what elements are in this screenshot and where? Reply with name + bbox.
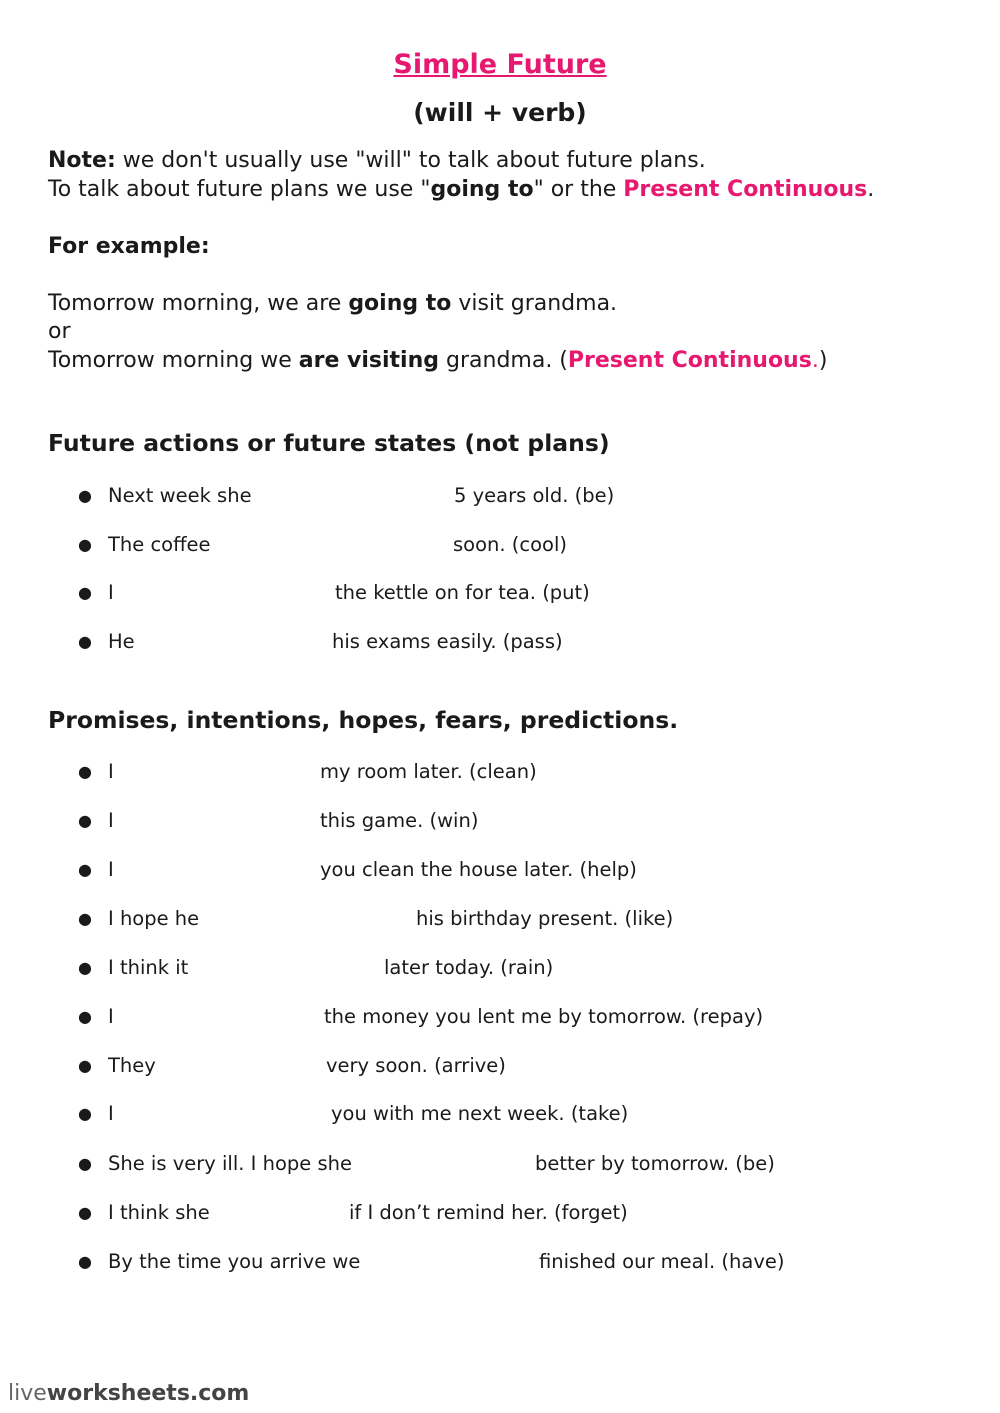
exercise-item bbox=[0, 1198, 1000, 1228]
item-continuation: the money you lent me by tomorrow. (repay) bbox=[324, 1005, 764, 1028]
exercise-item bbox=[0, 530, 1000, 560]
exercise-item bbox=[0, 904, 1000, 934]
item-continuation: very soon. (arrive) bbox=[326, 1054, 506, 1077]
answer-field[interactable] bbox=[125, 1104, 327, 1128]
answer-field[interactable] bbox=[380, 1252, 534, 1276]
item-prompt: Next week she bbox=[108, 484, 252, 507]
item-continuation: this game. (win) bbox=[320, 809, 479, 832]
item-prompt: I think it bbox=[108, 956, 189, 979]
bullet-icon: ● bbox=[78, 909, 92, 928]
bullet-icon: ● bbox=[78, 762, 92, 781]
note-line2-bold: going to bbox=[430, 177, 534, 202]
item-prompt: I bbox=[108, 809, 114, 832]
answer-field[interactable] bbox=[125, 811, 317, 835]
note-line2-text-b: " or the bbox=[533, 177, 624, 202]
bullet-icon: ● bbox=[78, 1154, 92, 1173]
liveworksheets-logo bbox=[8, 1380, 249, 1408]
item-prompt: I bbox=[108, 1102, 114, 1125]
bullet-icon: ● bbox=[78, 860, 92, 879]
logo-text-light: live bbox=[8, 1381, 47, 1406]
item-prompt: I bbox=[108, 581, 114, 604]
answer-field[interactable] bbox=[205, 958, 381, 982]
bullet-icon: ● bbox=[78, 1056, 92, 1075]
note-line2-text-a: To talk about future plans we use " bbox=[48, 177, 431, 202]
exercise-item bbox=[0, 953, 1000, 983]
item-continuation: you clean the house later. (help) bbox=[320, 858, 637, 881]
item-continuation: you with me next week. (take) bbox=[331, 1102, 629, 1125]
page-subtitle: (will + verb) bbox=[413, 98, 587, 127]
exercise-item bbox=[0, 578, 1000, 608]
answer-field[interactable] bbox=[225, 1203, 345, 1227]
item-continuation: my room later. (clean) bbox=[320, 760, 537, 783]
example-line2-dot: . bbox=[811, 348, 819, 373]
item-continuation: the kettle on for tea. (put) bbox=[335, 581, 590, 604]
exercise-item bbox=[0, 481, 1000, 511]
item-continuation: 5 years old. (be) bbox=[454, 484, 615, 507]
answer-field[interactable] bbox=[125, 860, 317, 884]
answer-field[interactable] bbox=[224, 535, 450, 559]
item-prompt: I bbox=[108, 1005, 114, 1028]
answer-field[interactable] bbox=[125, 583, 331, 607]
item-continuation: later today. (rain) bbox=[384, 956, 554, 979]
item-continuation: his birthday present. (like) bbox=[416, 907, 674, 930]
item-prompt: I hope he bbox=[108, 907, 200, 930]
answer-field[interactable] bbox=[165, 1056, 323, 1080]
example-line2-highlight: Present Continuous bbox=[567, 348, 812, 373]
exercise-item bbox=[0, 1002, 1000, 1032]
answer-field[interactable] bbox=[125, 762, 317, 786]
item-prompt: I bbox=[108, 858, 114, 881]
bullet-icon: ● bbox=[78, 632, 92, 651]
bullet-icon: ● bbox=[78, 1007, 92, 1026]
exercise-item bbox=[0, 1149, 1000, 1179]
bullet-icon: ● bbox=[78, 958, 92, 977]
example-line-2 bbox=[48, 346, 827, 375]
answer-field[interactable] bbox=[125, 1007, 321, 1031]
note-line2-end: . bbox=[867, 177, 875, 202]
page-title: Simple Future bbox=[393, 49, 607, 80]
exercise-item bbox=[0, 806, 1000, 836]
bullet-icon: ● bbox=[78, 583, 92, 602]
bullet-icon: ● bbox=[78, 1104, 92, 1123]
item-prompt: I think she bbox=[108, 1201, 210, 1224]
example-line2-end: ) bbox=[818, 348, 828, 373]
example-line-1 bbox=[48, 289, 617, 318]
note-label: Note: bbox=[48, 148, 116, 173]
item-continuation: better by tomorrow. (be) bbox=[535, 1152, 775, 1175]
bullet-icon: ● bbox=[78, 1252, 92, 1271]
bullet-icon: ● bbox=[78, 535, 92, 554]
exercise-item bbox=[0, 1051, 1000, 1081]
item-continuation: his exams easily. (pass) bbox=[332, 630, 563, 653]
note-line-1 bbox=[48, 146, 706, 175]
bullet-icon: ● bbox=[78, 1203, 92, 1222]
item-prompt: He bbox=[108, 630, 135, 653]
example-or: or bbox=[48, 319, 71, 344]
bullet-icon: ● bbox=[78, 486, 92, 505]
example-line2-text-b: grandma. ( bbox=[439, 348, 568, 373]
example-line2-bold: are visiting bbox=[298, 348, 440, 373]
example-label-text: For example: bbox=[48, 234, 210, 259]
exercise-item bbox=[0, 855, 1000, 885]
note-text: we don't usually use "will" to talk about future plans. bbox=[115, 148, 706, 173]
exercise-item bbox=[0, 1247, 1000, 1277]
example-line1-text-b: visit grandma. bbox=[451, 291, 618, 316]
item-prompt: By the time you arrive we bbox=[108, 1250, 361, 1273]
item-prompt: She is very ill. I hope she bbox=[108, 1152, 352, 1175]
item-continuation: finished our meal. (have) bbox=[539, 1250, 785, 1273]
note-line2-highlight: Present Continuous bbox=[623, 177, 868, 202]
item-continuation: if I don’t remind her. (forget) bbox=[349, 1201, 628, 1224]
example-line1-text-a: Tomorrow morning, we are bbox=[48, 291, 349, 316]
answer-field[interactable] bbox=[375, 1154, 531, 1178]
item-prompt: The coffee bbox=[108, 533, 211, 556]
section2-heading: Promises, intentions, hopes, fears, predictions. bbox=[48, 706, 679, 734]
example-line2-text-a: Tomorrow morning we bbox=[48, 348, 299, 373]
example-label bbox=[48, 232, 210, 261]
exercise-item bbox=[0, 757, 1000, 787]
answer-field[interactable] bbox=[215, 909, 413, 933]
item-prompt: I bbox=[108, 760, 114, 783]
exercise-item bbox=[0, 627, 1000, 657]
answer-field[interactable] bbox=[145, 632, 329, 656]
item-prompt: They bbox=[108, 1054, 156, 1077]
example-line1-bold: going to bbox=[348, 291, 452, 316]
note-line-2 bbox=[48, 175, 874, 204]
section1-heading: Future actions or future states (not plans) bbox=[48, 429, 610, 457]
bullet-icon: ● bbox=[78, 811, 92, 830]
exercise-item bbox=[0, 1099, 1000, 1129]
logo-text-bold: worksheets.com bbox=[46, 1381, 250, 1406]
answer-field[interactable] bbox=[268, 486, 450, 510]
item-continuation: soon. (cool) bbox=[453, 533, 567, 556]
